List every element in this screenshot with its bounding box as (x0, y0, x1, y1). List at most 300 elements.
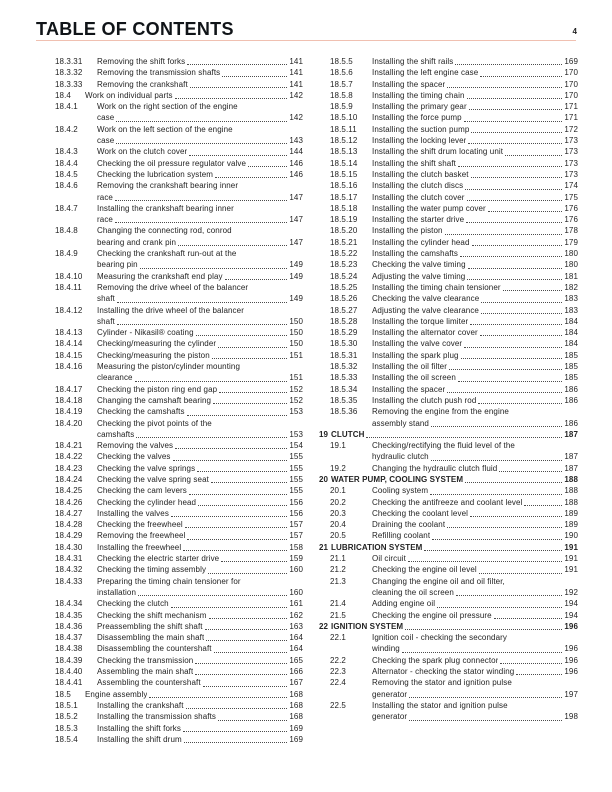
dot-leader (184, 742, 288, 743)
toc-entry-number: 18.3.31 (55, 57, 83, 66)
dot-leader (366, 437, 562, 438)
toc-entry[interactable] (44, 451, 303, 462)
toc-entry-body (372, 203, 578, 214)
toc-entry[interactable] (44, 327, 303, 338)
toc-entry-body (97, 271, 303, 282)
toc-entry-title: Installing the clutch cover (372, 192, 465, 202)
toc-entry-title: Installing the clutch push rod (372, 395, 477, 405)
dot-leader (466, 222, 562, 223)
toc-entry[interactable] (319, 553, 578, 564)
toc-entry-page: 170 (564, 90, 578, 100)
toc-entry-title: Installing the force pump (372, 113, 462, 123)
toc-entry-lastline (372, 135, 578, 146)
toc-entry-page: 175 (564, 192, 578, 202)
toc-entry-page: 141 (289, 79, 303, 89)
toc-entry-body (372, 248, 578, 259)
toc-entry-lastline (372, 214, 578, 225)
toc-entry[interactable] (44, 677, 303, 688)
toc-entry-body (372, 192, 578, 203)
dot-leader (219, 392, 287, 393)
dot-leader (198, 505, 287, 506)
toc-entry[interactable] (319, 530, 578, 541)
toc-entry[interactable] (319, 203, 578, 214)
toc-entry[interactable] (319, 440, 578, 463)
toc-entry-number: 18.5.19 (330, 215, 358, 225)
toc-entry-body (97, 542, 303, 553)
toc-entry-title: Removing the drive wheel of the balancer (97, 282, 249, 292)
dot-leader (218, 347, 287, 348)
toc-entry[interactable] (319, 485, 578, 496)
toc-entry[interactable] (44, 564, 303, 575)
toc-entry-page: 187 (564, 429, 578, 439)
toc-entry[interactable] (44, 384, 303, 395)
toc-entry-number: 18.4.1 (55, 102, 78, 112)
dot-leader (212, 358, 288, 359)
toc-entry[interactable] (44, 723, 303, 734)
toc-entry[interactable] (44, 79, 303, 90)
dot-leader (187, 64, 287, 65)
toc-entry[interactable] (44, 553, 303, 564)
toc-entry[interactable] (319, 67, 578, 78)
toc-entry[interactable] (44, 497, 303, 508)
toc-entry[interactable] (44, 406, 303, 417)
toc-entry-page: 194 (564, 599, 578, 609)
toc-entry-page: 147 (289, 215, 303, 225)
toc-entry-title: Checking the crankshaft run-out at the (97, 249, 237, 259)
toc-entry-lastline (372, 158, 578, 169)
toc-entry-body (97, 101, 303, 124)
toc-entry-body (97, 406, 303, 417)
toc-entry-page: 152 (289, 384, 303, 394)
toc-entry-number: 21.3 (330, 576, 346, 586)
toc-entry-lastline (372, 372, 578, 383)
toc-entry-number: 19.2 (330, 463, 346, 473)
toc-entry-number: 18.4.22 (55, 452, 83, 462)
toc-entry-body (97, 305, 303, 328)
toc-entry-title: Checking the timing assembly (97, 565, 207, 575)
toc-entry[interactable] (319, 112, 578, 123)
toc-entry-lastline (97, 485, 303, 496)
toc-entry[interactable] (44, 101, 303, 124)
toc-entry-body (97, 508, 303, 519)
toc-entry-title-continuation: shaft (97, 316, 115, 326)
toc-entry[interactable] (319, 372, 578, 383)
toc-entry-number: 18.4.23 (55, 463, 83, 473)
toc-entry-title: WATER PUMP, COOLING SYSTEM (331, 474, 464, 484)
toc-entry-body (97, 440, 303, 451)
toc-entry-body (372, 508, 578, 519)
toc-entry-body (97, 203, 303, 226)
dot-leader (464, 121, 563, 122)
dot-leader (116, 121, 287, 122)
toc-entry[interactable] (319, 192, 578, 203)
dot-leader (424, 550, 562, 551)
toc-entry[interactable] (44, 700, 303, 711)
toc-entry-page: 163 (289, 621, 303, 631)
dot-leader (470, 516, 562, 517)
toc-entry-title: Installing the oil filter (372, 362, 447, 372)
toc-entry-title-continuation: generator (372, 712, 408, 722)
toc-entry[interactable] (319, 56, 578, 67)
dot-leader (480, 76, 562, 77)
toc-entry-page: 187 (564, 463, 578, 473)
toc-entry-number: 18.4 (55, 90, 71, 100)
toc-entry[interactable] (319, 90, 578, 101)
toc-entry-page: 161 (289, 599, 303, 609)
toc-entry-page: 186 (564, 395, 578, 405)
toc-entry-title: Removing the engine from the engine (372, 407, 509, 417)
toc-entry[interactable] (44, 395, 303, 406)
dot-leader (189, 494, 287, 495)
toc-entry-lastline (97, 734, 303, 745)
toc-entry[interactable] (44, 418, 303, 441)
toc-entry-number: 18.5.5 (330, 57, 353, 66)
toc-entry[interactable] (44, 338, 303, 349)
toc-entry-lastline (97, 700, 303, 711)
toc-entry[interactable] (319, 621, 578, 632)
toc-entry-page: 170 (564, 79, 578, 89)
toc-entry-lastline (97, 519, 303, 530)
toc-entry[interactable] (319, 610, 578, 621)
toc-entry[interactable] (319, 508, 578, 519)
toc-entry[interactable] (319, 305, 578, 316)
toc-entry-title: Removing the freewheel (97, 531, 186, 541)
toc-entry-page: 143 (289, 136, 303, 146)
toc-entry[interactable] (44, 146, 303, 157)
toc-entry-title: Checking the shift mechanism (97, 610, 207, 620)
toc-entry-page: 150 (289, 316, 303, 326)
toc-entry-page: 189 (564, 520, 578, 530)
toc-entry-page: 174 (564, 181, 578, 191)
toc-entry[interactable] (44, 542, 303, 553)
toc-entry[interactable] (44, 689, 303, 700)
toc-entry-number: 18.4.6 (55, 181, 78, 191)
toc-entry-body (97, 79, 303, 90)
toc-entry[interactable] (319, 519, 578, 530)
toc-entry-page: 176 (564, 203, 578, 213)
toc-entry-lastline (372, 564, 578, 575)
toc-entry[interactable] (319, 248, 578, 259)
toc-entry-lastline (85, 689, 303, 700)
toc-entry[interactable] (319, 429, 578, 440)
toc-entry-number: 22.1 (330, 633, 346, 643)
toc-entry-number: 18.4.41 (55, 678, 83, 688)
toc-entry-lastline (372, 361, 578, 372)
toc-entry-page: 149 (289, 260, 303, 270)
toc-entry[interactable] (319, 338, 578, 349)
toc-entry-number: 18.5.12 (330, 136, 358, 146)
toc-entry[interactable] (44, 632, 303, 643)
toc-entry-title: Draining the coolant (372, 520, 446, 530)
dot-leader (449, 369, 562, 370)
toc-entry-title-continuation: winding (372, 644, 400, 654)
toc-entry[interactable] (319, 564, 578, 575)
toc-entry[interactable] (319, 271, 578, 282)
toc-entry-body (372, 530, 578, 541)
toc-entry-body (372, 553, 578, 564)
toc-entry[interactable] (44, 440, 303, 451)
toc-entry-body (97, 564, 303, 575)
toc-entry-number: 18.5.22 (330, 249, 358, 259)
toc-entry[interactable] (319, 316, 578, 327)
toc-entry[interactable] (319, 225, 578, 236)
toc-entry-title: Installing the shift shaft (372, 158, 456, 168)
toc-entry-page: 172 (564, 124, 578, 134)
toc-entry-page: 184 (564, 328, 578, 338)
toc-entry-body (372, 485, 578, 496)
toc-entry[interactable] (44, 734, 303, 745)
toc-entry[interactable] (44, 361, 303, 384)
toc-entry-number: 22.2 (330, 655, 346, 665)
toc-entry[interactable] (319, 135, 578, 146)
toc-entry-body (372, 406, 578, 429)
toc-entry-page: 141 (289, 57, 303, 66)
toc-entry-title-continuation: shaft (97, 294, 115, 304)
toc-entry[interactable] (44, 576, 303, 599)
toc-entry[interactable] (44, 485, 303, 496)
toc-entry-body (372, 259, 578, 270)
toc-entry[interactable] (319, 406, 578, 429)
toc-entry[interactable] (44, 598, 303, 609)
toc-entry-title: Cylinder - Nikasil® coating (97, 328, 194, 338)
toc-entry[interactable] (44, 203, 303, 226)
toc-entry[interactable] (319, 169, 578, 180)
toc-entry-number: 18.5.20 (330, 226, 358, 236)
toc-entry[interactable] (44, 530, 303, 541)
toc-entry-title: Checking the engine oil pressure (372, 610, 492, 620)
toc-entry-number: 19 (319, 429, 329, 439)
dot-leader (206, 640, 287, 641)
toc-entry-page: 146 (289, 158, 303, 168)
toc-entry[interactable] (319, 576, 578, 599)
toc-entry-page: 141 (289, 68, 303, 78)
toc-entry-page: 184 (564, 339, 578, 349)
toc-entry-lastline (372, 497, 578, 508)
toc-entry[interactable] (44, 508, 303, 519)
dot-leader (205, 629, 288, 630)
toc-entry-lastline (331, 542, 578, 553)
toc-entry[interactable] (319, 237, 578, 248)
toc-entry-page: 197 (564, 689, 578, 699)
toc-entry-number: 18.4.27 (55, 508, 83, 518)
toc-entry[interactable] (44, 169, 303, 180)
toc-entry[interactable] (319, 463, 578, 474)
toc-entry-page: 167 (289, 678, 303, 688)
toc-entry[interactable] (44, 158, 303, 169)
toc-entry-body (372, 372, 578, 383)
toc-entry-lastline (97, 146, 303, 157)
toc-entry-lastline (372, 350, 578, 361)
toc-entry[interactable] (319, 384, 578, 395)
toc-entry[interactable] (44, 350, 303, 361)
toc-entry[interactable] (319, 677, 578, 700)
toc-entry[interactable] (319, 293, 578, 304)
toc-entry-lastline (372, 146, 578, 157)
toc-entry[interactable] (319, 79, 578, 90)
toc-entry-page: 155 (289, 452, 303, 462)
toc-entry[interactable] (44, 643, 303, 654)
toc-entry-lastline (372, 101, 578, 112)
toc-entry-title: Changing the connecting rod, conrod (97, 226, 232, 236)
toc-entry-page: 147 (289, 192, 303, 202)
toc-entry[interactable] (319, 655, 578, 666)
toc-entry-title: Installing the oil screen (372, 373, 456, 383)
toc-entry-number: 18.4.11 (55, 282, 82, 292)
toc-entry-page: 180 (564, 249, 578, 259)
dot-leader (470, 324, 562, 325)
toc-entry-lastline (97, 79, 303, 90)
toc-entry-title: Installing the shift forks (97, 723, 181, 733)
toc-entry[interactable] (44, 621, 303, 632)
dot-leader (171, 607, 288, 608)
toc-entry[interactable] (44, 90, 303, 101)
toc-entry[interactable] (44, 225, 303, 248)
dot-leader (171, 516, 287, 517)
toc-entry-title: Checking the valve springs (97, 463, 196, 473)
toc-entry-body (372, 632, 578, 655)
toc-entry[interactable] (44, 180, 303, 203)
toc-entry[interactable] (44, 282, 303, 305)
dot-leader (208, 573, 287, 574)
toc-entry[interactable] (44, 271, 303, 282)
toc-entry-lastline (331, 621, 578, 632)
toc-entry-body (97, 598, 303, 609)
dot-leader (405, 629, 562, 630)
toc-entry[interactable] (319, 474, 578, 485)
dot-leader (213, 403, 287, 404)
toc-entry-page: 149 (289, 294, 303, 304)
toc-entry-page: 173 (564, 158, 578, 168)
toc-entry-page: 150 (289, 339, 303, 349)
toc-entry-number: 18.5.34 (330, 384, 358, 394)
toc-entry-title: Installing the shift drum (97, 734, 182, 744)
toc-entry-body (97, 361, 303, 384)
dot-leader (471, 132, 562, 133)
toc-entry[interactable] (319, 146, 578, 157)
toc-entry-page: 169 (289, 723, 303, 733)
toc-entry-body (372, 214, 578, 225)
dot-leader (499, 471, 562, 472)
toc-entry[interactable] (319, 497, 578, 508)
toc-entry-number: 18.4.9 (55, 249, 78, 259)
toc-entry[interactable] (319, 598, 578, 609)
toc-entry-lastline (97, 643, 303, 654)
toc-entry[interactable] (319, 327, 578, 338)
toc-entry-page: 178 (564, 226, 578, 236)
toc-entry-page: 173 (564, 169, 578, 179)
toc-entry[interactable] (44, 463, 303, 474)
toc-entry-number: 18.5.30 (330, 339, 358, 349)
toc-entry-number: 18.5.25 (330, 282, 358, 292)
toc-entry[interactable] (44, 124, 303, 147)
toc-entry-lastline (97, 192, 303, 203)
toc-entry-page: 155 (289, 463, 303, 473)
toc-entry-title: Checking the electric starter drive (97, 554, 220, 564)
toc-entry-title-continuation: bearing and crank pin (97, 237, 177, 247)
toc-entry[interactable] (319, 542, 578, 553)
toc-entry-lastline (97, 598, 303, 609)
toc-entry-title: Installing the timing chain (372, 90, 465, 100)
toc-entry[interactable] (44, 474, 303, 485)
toc-entry[interactable] (44, 67, 303, 78)
toc-entry-body (372, 655, 578, 666)
dot-leader (195, 674, 287, 675)
toc-entry-number: 21.1 (330, 554, 346, 564)
toc-entry-lastline (372, 530, 578, 541)
dot-leader (455, 64, 562, 65)
dot-leader (408, 561, 562, 562)
toc-entry[interactable] (319, 180, 578, 191)
toc-entry-lastline (372, 203, 578, 214)
toc-entry-page: 147 (289, 237, 303, 247)
toc-entry-number: 18.5.15 (330, 169, 358, 179)
toc-entry-title: Removing the transmission shafts (97, 68, 221, 78)
toc-entry-title: Installing the primary gear (372, 102, 467, 112)
toc-entry-title: Removing the stator and ignition pulse (372, 678, 512, 688)
toc-entry[interactable] (319, 101, 578, 112)
toc-entry-page: 185 (564, 373, 578, 383)
toc-entry-lastline (372, 237, 578, 248)
toc-entry-body (372, 395, 578, 406)
toc-entry-title: Work on the right section of the engine (97, 102, 238, 112)
toc-entry-title: Checking/rectifying the fluid level of the (372, 441, 515, 451)
dot-leader (197, 471, 287, 472)
toc-entry[interactable] (319, 666, 578, 677)
dot-leader (115, 222, 287, 223)
toc-entry-number: 18.4.31 (55, 554, 83, 564)
toc-entry[interactable] (319, 700, 578, 723)
toc-entry-title: Checking the cylinder head (97, 497, 197, 507)
toc-entry[interactable] (319, 361, 578, 372)
toc-entry[interactable] (319, 282, 578, 293)
toc-entry[interactable] (44, 248, 303, 271)
dot-leader (445, 234, 563, 235)
toc-entry-page: 157 (289, 520, 303, 530)
toc-entry-body (372, 305, 578, 316)
toc-entry-page: 192 (564, 587, 578, 597)
toc-entry-lastline (372, 124, 578, 135)
toc-entry[interactable] (44, 666, 303, 677)
toc-entry[interactable] (44, 56, 303, 67)
dot-leader (117, 324, 288, 325)
toc-entry[interactable] (44, 610, 303, 621)
toc-entry[interactable] (44, 519, 303, 530)
toc-entry-lastline (97, 56, 303, 67)
dot-leader (248, 166, 287, 167)
toc-entry[interactable] (319, 632, 578, 655)
toc-entry-title: Installing the left engine case (372, 68, 479, 78)
dot-leader (187, 415, 288, 416)
toc-entry[interactable] (319, 259, 578, 270)
dot-leader (431, 460, 563, 461)
toc-entry-title: Changing the camshaft bearing (97, 395, 212, 405)
toc-entry-lastline (97, 338, 303, 349)
toc-entry-page: 198 (564, 712, 578, 722)
toc-entry[interactable] (44, 305, 303, 328)
toc-entry[interactable] (319, 158, 578, 169)
toc-entry[interactable] (44, 711, 303, 722)
toc-entry-number: 18.5.29 (330, 328, 358, 338)
toc-entry[interactable] (319, 350, 578, 361)
toc-entry-title: Checking/measuring the cylinder (97, 339, 217, 349)
toc-entry[interactable] (319, 395, 578, 406)
toc-entry[interactable] (319, 214, 578, 225)
toc-entry-number: 18.5 (55, 689, 71, 699)
toc-entry[interactable] (44, 655, 303, 666)
toc-entry[interactable] (319, 124, 578, 135)
toc-entry-page: 142 (289, 113, 303, 123)
toc-entry-title: Adding engine oil (372, 599, 436, 609)
